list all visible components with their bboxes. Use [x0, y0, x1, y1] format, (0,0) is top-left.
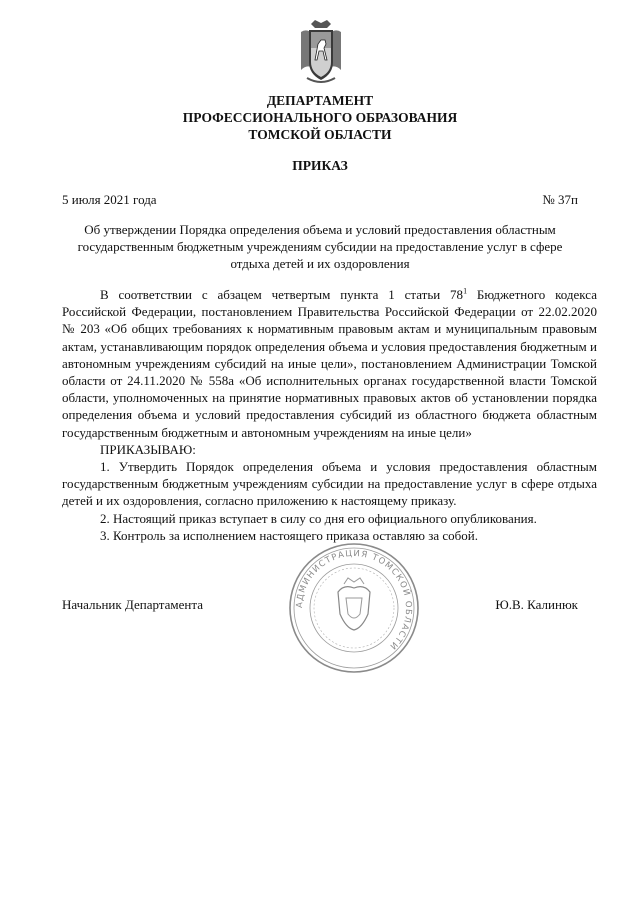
preamble-text-part1: В соответствии с абзацем четвертым пункта 1 статьи 78: [100, 287, 464, 302]
department-line: ДЕПАРТАМЕНТ: [266, 93, 374, 108]
tomsk-oblast-coat-of-arms-icon: [297, 18, 345, 86]
department-line: ТОМСКОЙ ОБЛАСТИ: [248, 127, 392, 142]
document-type: ПРИКАЗ: [292, 158, 348, 173]
department-line: ПРОФЕССИОНАЛЬНОГО ОБРАЗОВАНИЯ: [182, 110, 458, 125]
department-name: [0, 92, 640, 143]
article-superscript: 1: [463, 286, 468, 296]
order-word: ПРИКАЗЫВАЮ:: [100, 441, 196, 457]
order-subject: Об утверждении Порядка определения объема и условий предоставления областным государственным бюджетным учреждениям субсидии на предоставление услуг в сфере отдыха детей и их оздоровления: [77, 222, 563, 271]
order-item: 1. Утвердить Порядок определения объема и условия предоставления областным государственным бюджетным учреждениям субсидии на предоставление услуг в сфере отдыха детей и их оздоровления, согласно приложению к настоящему приказу.: [62, 459, 597, 509]
order-item: 3. Контроль за исполнением настоящего приказа оставляю за собой.: [100, 527, 478, 543]
preamble-text-part2: Бюджетного кодекса Российской Федерации, постановлением Правительства Российской Федерации от 22.02.2020 № 203 «Об общих требованиях к нормативным правовым актам и муниципальным правовым актам, устанавливающим порядок определения объема и условия предоставления бюджетным и автономным учреждениям субсидий на иные цели», постановлением Администрации Томской области от 24.11.2020 № 558а «Об исполнительных органах государственной власти Томской области, уполномоченных на принятие нормативных правовых актов об установлении порядка определения объема и условий предоставления субсидий из областного бюджета областным государственным бюджетным и автономным учреждениям на иные цели»: [62, 287, 597, 440]
order-body: [62, 286, 597, 544]
seal-text: АДМИНИСТРАЦИЯ ТОМСКОЙ ОБЛАСТИ: [294, 548, 414, 652]
signatory-role: Начальник Департамента: [62, 597, 203, 612]
order-date: 5 июля 2021 года: [62, 192, 157, 207]
signatory-name: Ю.В. Калинюк: [495, 597, 578, 612]
official-round-seal-icon: [286, 540, 422, 676]
order-item: 2. Настоящий приказ вступает в силу со дня его официального опубликования.: [100, 510, 537, 526]
order-number: № 37п: [542, 192, 578, 207]
preamble-paragraph: [62, 286, 597, 441]
